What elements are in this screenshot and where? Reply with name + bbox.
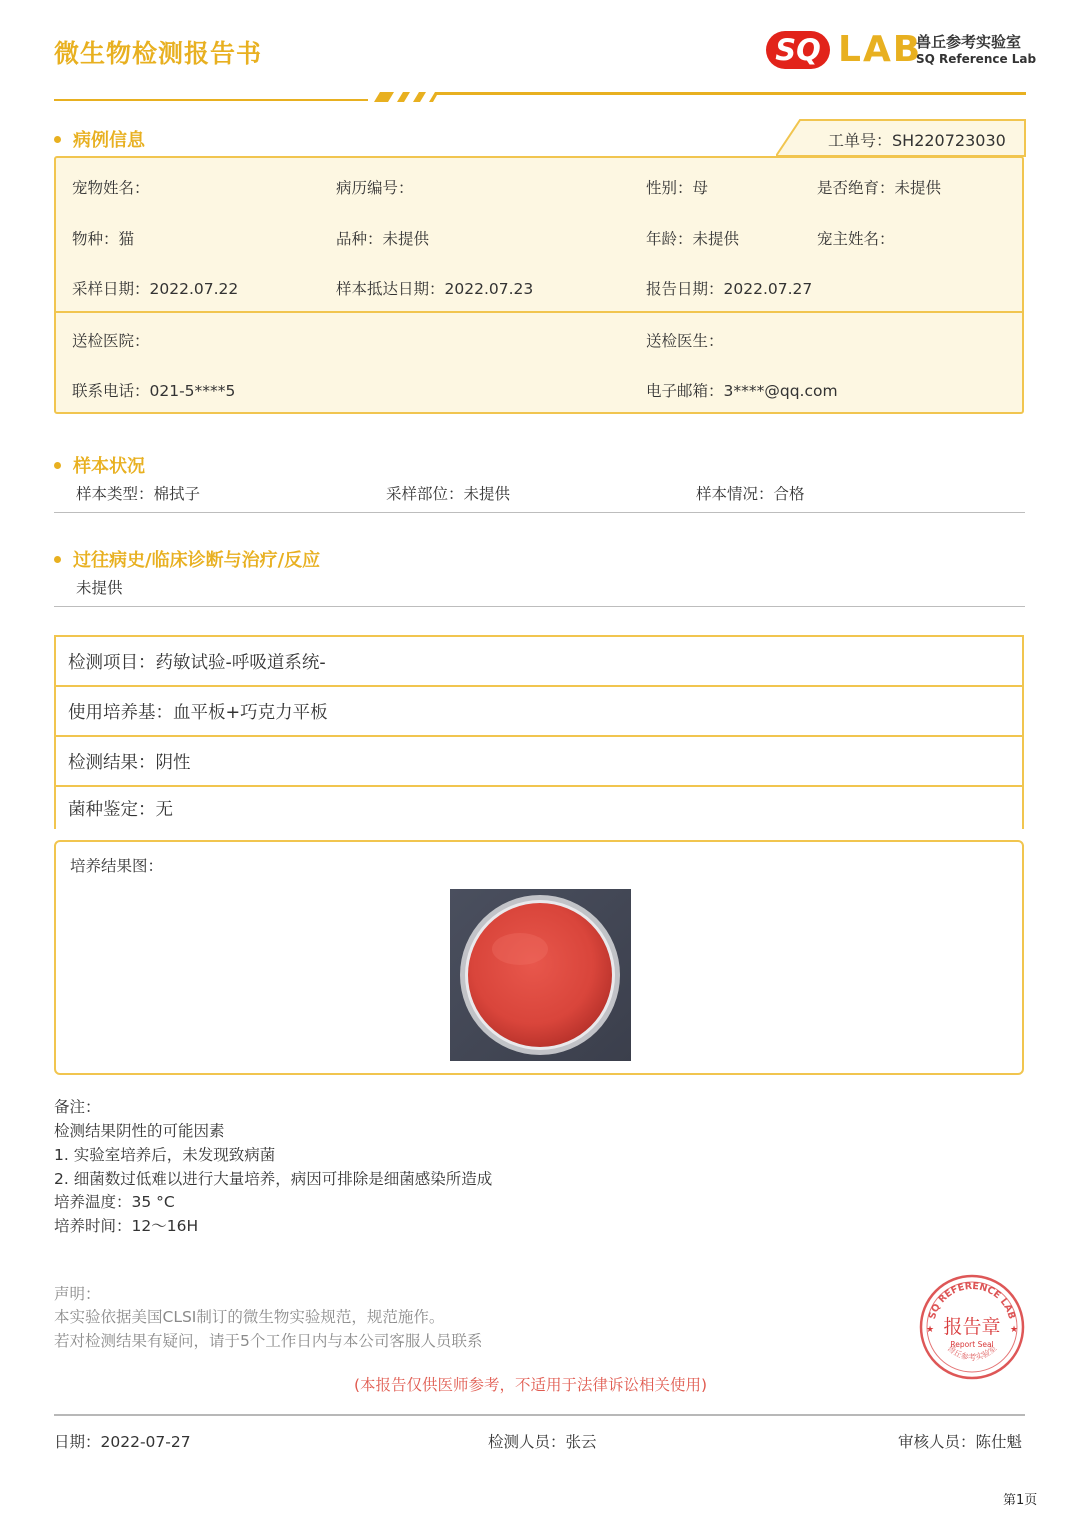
logo-en-text: SQ Reference Lab bbox=[916, 52, 1037, 66]
culture-temperature: 培养温度：35 °C bbox=[54, 1193, 175, 1211]
pet-breed: 品种：未提供 bbox=[336, 230, 430, 248]
notes-line-3: 2. 细菌数过低难以进行大量培养，病因可排除是细菌感染所造成 bbox=[54, 1170, 493, 1188]
sq-lab-logo bbox=[766, 28, 1037, 76]
page-number: 第1页 bbox=[1003, 1493, 1038, 1508]
sample-status-heading: 样本状况 bbox=[54, 452, 145, 478]
pet-age: 年龄：未提供 bbox=[646, 230, 740, 248]
report-title: 微生物检测报告书 bbox=[54, 39, 263, 68]
seal-ring-top: SQ REFERENCE LAB bbox=[926, 1280, 1018, 1321]
sample-status-divider bbox=[54, 512, 1025, 513]
sample-date: 采样日期：2022.07.22 bbox=[72, 280, 239, 298]
logo-lab-text: LAB bbox=[838, 29, 923, 70]
test-item-row bbox=[54, 635, 1024, 685]
owner-name: 宠主姓名： bbox=[817, 230, 895, 248]
footer-reviewer: 审核人员：陈仕魁 bbox=[898, 1433, 1023, 1451]
seal-ring-bottom: 兽丘参考实验室 bbox=[945, 1343, 999, 1362]
footer-tester: 检测人员：张云 bbox=[488, 1433, 597, 1451]
footer-date: 日期：2022-07-27 bbox=[54, 1433, 191, 1451]
declaration-line-2: 若对检测结果有疑问，请于5个工作日内与本公司客服人员联系 bbox=[54, 1332, 483, 1350]
sample-type: 样本类型：棉拭子 bbox=[76, 485, 201, 503]
footer-divider bbox=[54, 1414, 1025, 1416]
history-heading: 过往病史/临床诊断与治疗/反应 bbox=[54, 546, 320, 572]
test-item: 检测项目：药敏试验-呼吸道系统- bbox=[68, 653, 326, 673]
pet-species: 物种：猫 bbox=[72, 230, 135, 248]
header-rule bbox=[54, 90, 1026, 104]
declaration-line-1: 本实验依据美国CLSI制订的微生物实验规范，规范施作。 bbox=[54, 1308, 445, 1326]
pet-neutered: 是否绝育：未提供 bbox=[817, 179, 942, 197]
logo-cn-text: 兽丘参考实验室 bbox=[916, 33, 1022, 51]
history-divider bbox=[54, 606, 1025, 607]
test-result-row bbox=[54, 735, 1024, 785]
culture-image-box bbox=[54, 840, 1024, 1075]
pet-name: 宠物姓名： bbox=[72, 179, 150, 197]
seal-star-left: ★ bbox=[926, 1325, 935, 1335]
test-result: 检测结果：阴性 bbox=[68, 753, 191, 773]
culture-medium-row bbox=[54, 685, 1024, 735]
culture-medium: 使用培养基：血平板+巧克力平板 bbox=[68, 703, 328, 723]
order-number: 工单号：SH220723030 bbox=[828, 131, 1006, 150]
report-seal-stamp bbox=[918, 1273, 1026, 1381]
arrival-date: 样本抵达日期：2022.07.23 bbox=[336, 280, 534, 298]
sample-site: 采样部位：未提供 bbox=[386, 485, 511, 503]
record-number: 病历编号： bbox=[336, 179, 414, 197]
contact-phone: 联系电话：021-5****5 bbox=[72, 382, 236, 400]
notes-line-2: 1. 实验室培养后，未发现致病菌 bbox=[54, 1146, 276, 1164]
case-info-heading: 病例信息 bbox=[54, 126, 145, 152]
declaration-title: 声明： bbox=[54, 1285, 101, 1303]
case-info-divider bbox=[56, 311, 1022, 313]
pet-sex: 性别：母 bbox=[646, 179, 709, 197]
seal-sub-text: Report Seal bbox=[950, 1340, 994, 1349]
culture-image-label: 培养结果图： bbox=[70, 857, 164, 875]
notes-line-1: 检测结果阴性的可能因素 bbox=[54, 1122, 225, 1140]
culture-plate-image bbox=[450, 889, 631, 1061]
seal-main-text: 报告章 bbox=[943, 1316, 1001, 1338]
sample-condition: 样本情况：合格 bbox=[696, 485, 805, 503]
report-date: 报告日期：2022.07.27 bbox=[646, 280, 813, 298]
logo-sq-badge: SQ bbox=[766, 31, 830, 69]
doctor: 送检医生： bbox=[646, 332, 724, 350]
history-content: 未提供 bbox=[76, 579, 123, 597]
strain-identification: 菌种鉴定：无 bbox=[68, 800, 173, 820]
seal-star-right: ★ bbox=[1010, 1325, 1019, 1335]
culture-time: 培养时间：12～16H bbox=[54, 1217, 199, 1235]
usage-warning: (本报告仅供医师参考，不适用于法律诉讼相关使用) bbox=[354, 1376, 708, 1394]
strain-id-row bbox=[54, 785, 1024, 829]
hospital: 送检医院： bbox=[72, 332, 150, 350]
notes-title: 备注： bbox=[54, 1098, 101, 1116]
contact-email: 电子邮箱：3****@qq.com bbox=[646, 382, 838, 400]
